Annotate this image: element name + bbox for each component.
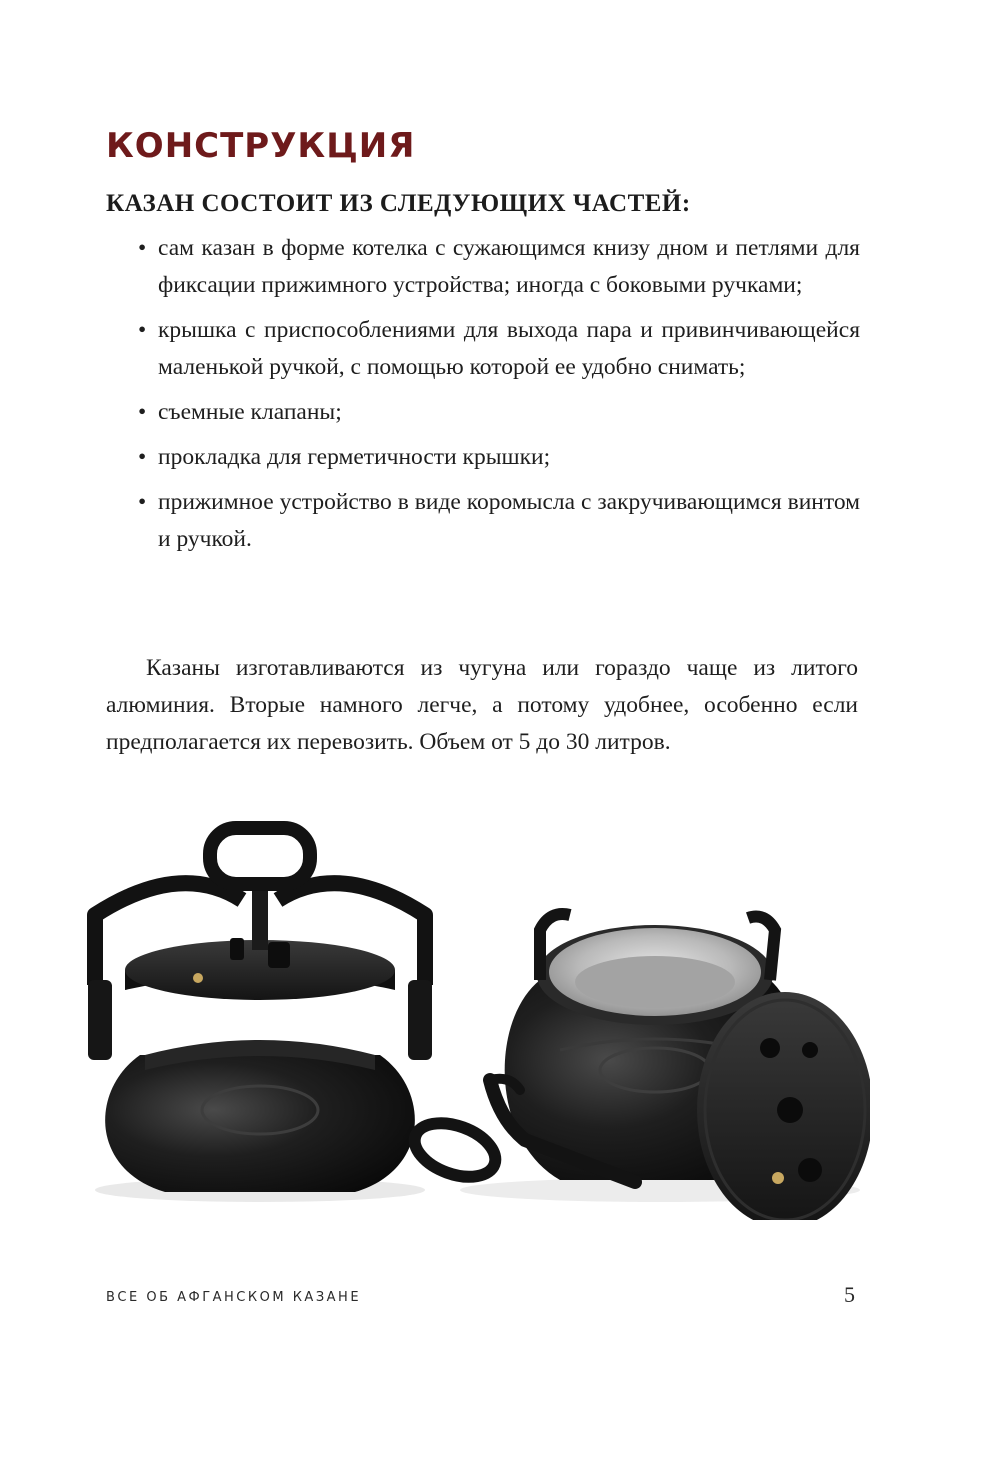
list-item: [138, 230, 860, 304]
kazan-photo: [70, 820, 870, 1220]
bullet-icon: •: [138, 235, 147, 261]
bullet-icon: •: [138, 317, 147, 343]
footer-book-title: ВСЕ ОБ АФГАНСКОМ КАЗАНЕ: [106, 1290, 362, 1305]
bullet-icon: •: [138, 444, 147, 470]
list-item: [138, 439, 860, 476]
page-number: 5: [844, 1282, 855, 1307]
list-item-text: съемные клапаны;: [158, 399, 342, 425]
body-paragraph: Казаны изготавливаются из чугуна или гораздо чаще из литого алюминия. Вторые намного легче, а потому удобнее, особенно если предполагается их перевозить. Объем от 5 до 30 литров.: [106, 655, 858, 755]
bullet-icon: •: [138, 399, 147, 425]
kazan-open-image: [407, 914, 870, 1220]
page-title: КОНСТРУКЦИЯ: [106, 126, 416, 166]
list-item: [138, 484, 860, 558]
list-item: [138, 312, 860, 386]
list-item-text: прокладка для герметичности крышки;: [158, 444, 551, 470]
parts-list: [138, 230, 860, 566]
list-item-text: крышка с приспособлениями для выхода пара и привинчивающейся маленькой ручкой, с помощью которой ее удобно снимать;: [158, 317, 860, 380]
bullet-icon: •: [138, 489, 147, 515]
kazan-assembled-image: [88, 828, 432, 1202]
list-item: [138, 394, 860, 431]
list-item-text: прижимное устройство в виде коромысла с закручивающимся винтом и ручкой.: [158, 489, 860, 552]
section-heading: КАЗАН СОСТОИТ ИЗ СЛЕДУЮЩИХ ЧАСТЕЙ:: [106, 190, 691, 217]
list-item-text: сам казан в форме котелка с сужающимся книзу дном и петлями для фиксации прижимного устройства; иногда с боковыми ручками;: [158, 235, 860, 298]
